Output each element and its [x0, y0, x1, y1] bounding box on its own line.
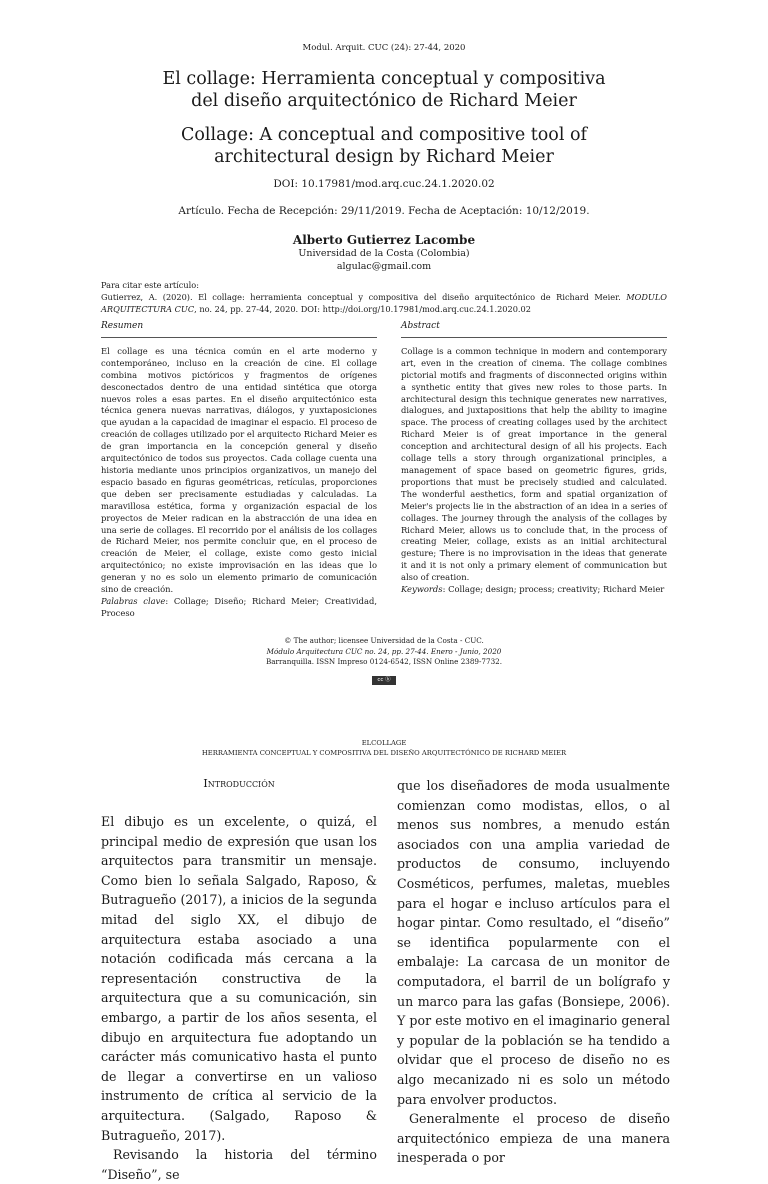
running-head-line1: ELCOLLAGE [361, 739, 407, 747]
citation-text [101, 291, 667, 315]
abstract-text: Collage is a common technique in modern and contemporary art, even in the creation of cinema. The collage combines pictorial motifs and fragments of disconnected origins within a synthetic entity that gives new roles to those parts. In architectural design this technique generates new narratives, dialogues, and juxtapositions that help the ability to imagine space. The process of creating collages used by the architect Richard Meier is of great importance in the general conception and architectural design of all his projects. Each collage tells a story through organizational principles, a management of space based on geometric figures, grids, proportions that must be precisely studied and calculated. The wonderful aesthetics, form and spatial organization of Meier's projects lie in the abstraction of an idea in a series of collages. The journey through the analysis of the collages by Richard Meier, allows us to conclude that, in the process of creating Meier, collage, exists as an initial architectural gesture; There is no improvisation in the ideas that generate it and it is not only a primary element of communication but also of creation. [401, 345, 667, 583]
resumen-keywords-label: Palabras clave [101, 595, 166, 606]
body-column-left [101, 776, 377, 1184]
abstract-keywords-label: Keywords [401, 584, 443, 595]
article-dates: Artículo. Fecha de Recepción: 29/11/2019. Fecha de Aceptación: 10/12/2019. [178, 205, 590, 217]
author-name: Alberto Gutierrez Lacombe [292, 233, 476, 247]
author-email: algulac@gmail.com [336, 261, 432, 272]
license-line2: Módulo Arquitectura CUC no. 24, pp. 27-44. Enero - Junio, 2020 [266, 646, 502, 656]
abstract-keywords-list: : Collage; design; process; creativity; Richard Meier [442, 584, 665, 595]
citation-text-part1: Gutierrez, A. (2020). El collage: herramienta conceptual y compositiva del diseño arquitectónico de Richard Meier. [101, 292, 621, 302]
title-english-line2: architectural design by Richard Meier [214, 147, 554, 167]
license-line3: Barranquilla. ISSN Impreso 0124-6542, ISSN Online 2389-7732. [265, 657, 502, 666]
license-block [0, 636, 768, 668]
abstract-heading: Abstract [401, 321, 667, 338]
resumen-keywords-list: : Collage; Diseño; Richard Meier; Creatividad, Proceso [101, 595, 377, 618]
body-paragraph: El dibujo es un excelente, o quizá, el principal medio de expresión que usan los arquitectos para transmitir un mensaje. Como bien lo señala Salgado, Raposo, & Butragueño (2017), a inicios de la segunda mitad del siglo XX, el dibujo de arquitectura estaba asociado a una notación codificada más cercana a la representación constructiva de la arquitectura que a su comunicación, sin embargo, a partir de los años sesenta, el dibujo en arquitectura fue adoptando un carácter más comunicativo hasta el punto de llegar a convertirse en un valioso instrumento de crítica al servicio de la arquitectura. (Salgado, Raposo & Butragueño, 2017). [101, 814, 377, 1143]
resumen-keywords [101, 596, 377, 620]
license-line1: © The author; licensee Universidad de la Costa - CUC. [284, 636, 484, 645]
abstract-keywords [401, 584, 667, 596]
body-paragraph: que los diseñadores de moda usualmente comienzan como modistas, ellos, o al menos sus nombres, a menudo están asociados con una amplia variedad de productos de consumo, incluyendo Cosméticos, perfumes, maletas, muebles para el hogar e incluso artículos para el hogar pintar. Como resultado, el “diseño” se identifica popularmente con el embalaje: La carcasa de un monitor de computadora, el barril de un bolígrafo y un marco para las gafas (Bonsiepe, 2006). Y por este motivo en el imaginario general y popular de la población se ha tendido a olvidar que el proceso de diseño no es algo mecanizado ni es solo un método para envolver productos. [397, 778, 670, 1107]
title-spanish [60, 68, 708, 112]
body-column-right [397, 776, 670, 1168]
abstract-column [401, 321, 667, 596]
body-paragraph: Generalmente el proceso de diseño arquitectónico empieza de una manera inesperada o por [397, 1111, 670, 1166]
title-english-line1: Collage: A conceptual and compositive tool of [180, 125, 588, 145]
title-spanish-line1: El collage: Herramienta conceptual y compositiva [162, 69, 606, 89]
citation-label: Para citar este artículo: [101, 280, 199, 290]
doi: DOI: 10.17981/mod.arq.cuc.24.1.2020.02 [273, 178, 495, 190]
title-spanish-line2: del diseño arquitectónico de Richard Meier [191, 91, 577, 111]
title-english [60, 124, 708, 168]
citation-journal: MODULO ARQUITECTURA CUC [101, 292, 667, 314]
resumen-text: El collage es una técnica común en el arte moderno y contemporáneo, incluso en la creación de cine. El collage combina motivos pictóricos y fragmentos de orígenes desconectados dentro de una entidad sintética que otorga nuevos roles a esas partes. En el diseño arquitectónico esta técnica genera nuevas narrativas, diálogos, y yuxtaposiciones que ayudan a la capacidad de imaginar el espacio. El proceso de creación de collages utilizado por el arquitecto Richard Meier es de gran importancia en la concepción general y diseño arquitectónico de todos sus proyectos. Cada collage cuenta una historia mediante unos principios organizativos, un manejo del espacio basado en figuras geométricas, retículas, proporciones que deben ser precisamente estudiadas y calculadas. La maravillosa estética, forma y organización espacial de los proyectos de Meier radican en la abstracción de una idea en una serie de collages. El recorrido por el análisis de los collages de Richard Meier, nos permite concluir que, en el proceso de creación de Meier, el collage, existe como gesto inicial arquitectónico; no existe improvisación en las ideas que lo generan y no es solo un elemento primario de comunicación sino de creación. [101, 345, 377, 595]
section-heading-introduccion: Introducción [203, 776, 275, 790]
resumen-column [101, 321, 377, 620]
citation-block [101, 279, 667, 315]
creative-commons-icon[interactable]: cc ⓑ [372, 676, 396, 685]
body-paragraph: Revisando la historia del término “Diseño”, se [101, 1147, 377, 1182]
author-affiliation: Universidad de la Costa (Colombia) [298, 248, 470, 259]
running-head [0, 738, 768, 758]
citation-text-part2: , no. 24, pp. 27-44, 2020. DOI: http://doi.org/10.17981/mod.arq.cuc.24.1.2020.02 [194, 304, 531, 314]
running-head-line2: HERRAMIENTA CONCEPTUAL Y COMPOSITIVA DEL DISEÑO ARQUITECTÓNICO DE RICHARD MEIER [201, 749, 567, 757]
journal-reference: Modul. Arquit. CUC (24): 27-44, 2020 [302, 43, 466, 53]
resumen-heading: Resumen [101, 321, 377, 338]
